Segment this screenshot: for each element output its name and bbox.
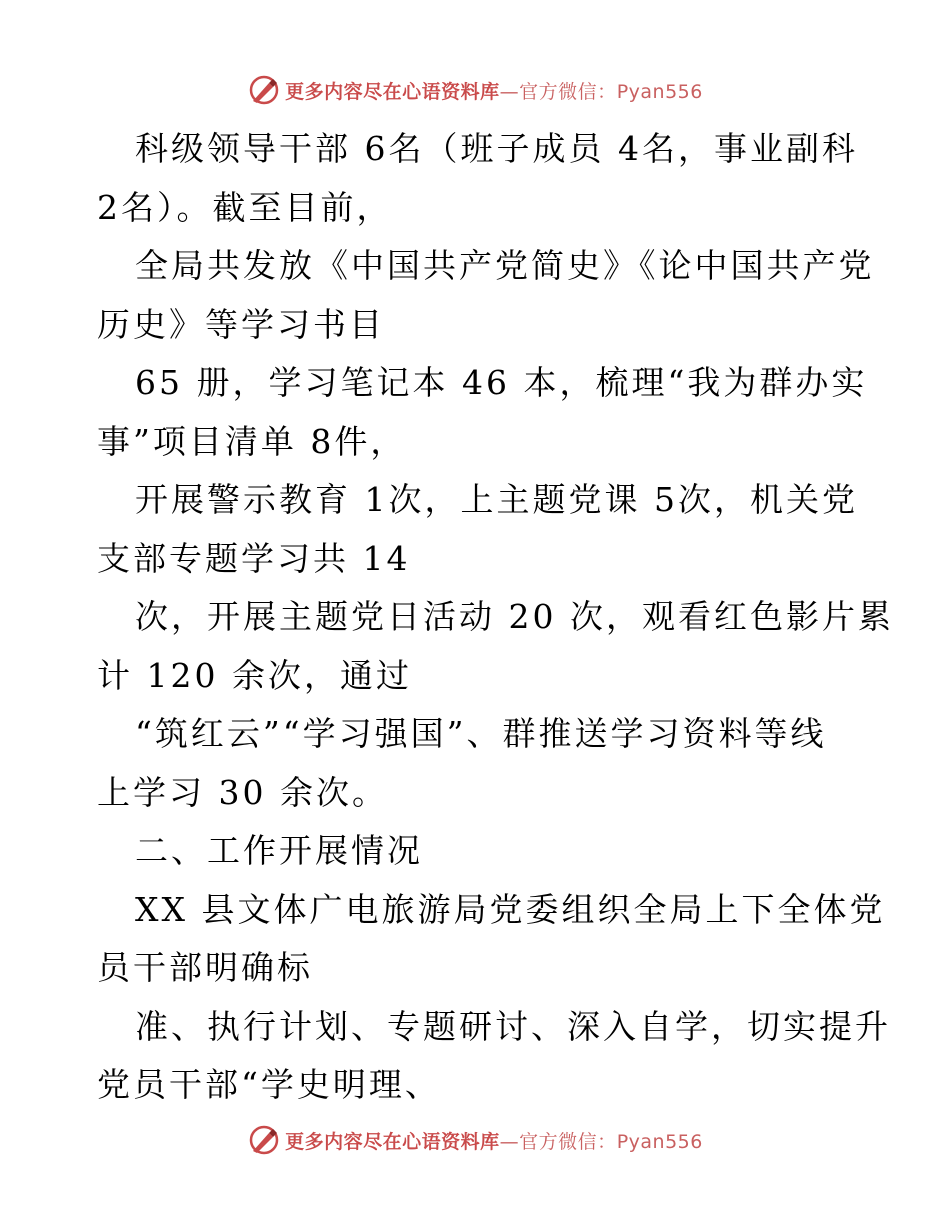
section-heading: 二、工作开展情况 xyxy=(135,831,423,870)
body-line: 员干部明确标 xyxy=(97,948,313,987)
body-line: 科级领导干部 6名（班子成员 4名，事业副科 xyxy=(135,129,858,168)
document-body xyxy=(97,120,894,1115)
banner-text: 更多内容尽在心语资料库—官方微信：Pyan556 xyxy=(285,1130,703,1153)
body-line: 开展警示教育 1次，上主题党课 5次，机关党 xyxy=(135,480,858,519)
pen-logo-icon xyxy=(247,73,281,107)
body-line: 计 120 余次，通过 xyxy=(97,655,412,695)
footer-banner xyxy=(0,1120,950,1160)
body-line: 历史》等学习书目 xyxy=(97,304,385,344)
body-line: 次，开展主题党日活动 20 次，观看红色影片累 xyxy=(135,597,894,636)
body-line: “筑红云”“学习强国”、群推送学习资料等线 xyxy=(135,714,827,753)
body-line: 准、执行计划、专题研讨、深入自学，切实提升 xyxy=(135,1006,891,1046)
body-line: 支部专题学习共 14 xyxy=(97,538,411,578)
body-line: 党员干部“学史明理、 xyxy=(97,1065,441,1104)
body-line: 事”项目清单 8件， xyxy=(97,421,407,461)
body-line: 全局共发放《中国共产党简史》《论中国共产党 xyxy=(135,246,875,285)
header-banner xyxy=(0,70,950,110)
banner-text: 更多内容尽在心语资料库—官方微信：Pyan556 xyxy=(285,80,703,103)
body-line: XX 县文体广电旅游局党委组织全局上下全体党 xyxy=(135,889,886,929)
body-line: 2名）。截至目前， xyxy=(97,187,393,227)
pen-logo-icon xyxy=(247,1123,281,1157)
body-line: 上学习 30 余次。 xyxy=(97,772,388,812)
body-line: 65 册，学习笔记本 46 本，梳理“我为群办实 xyxy=(135,363,868,402)
